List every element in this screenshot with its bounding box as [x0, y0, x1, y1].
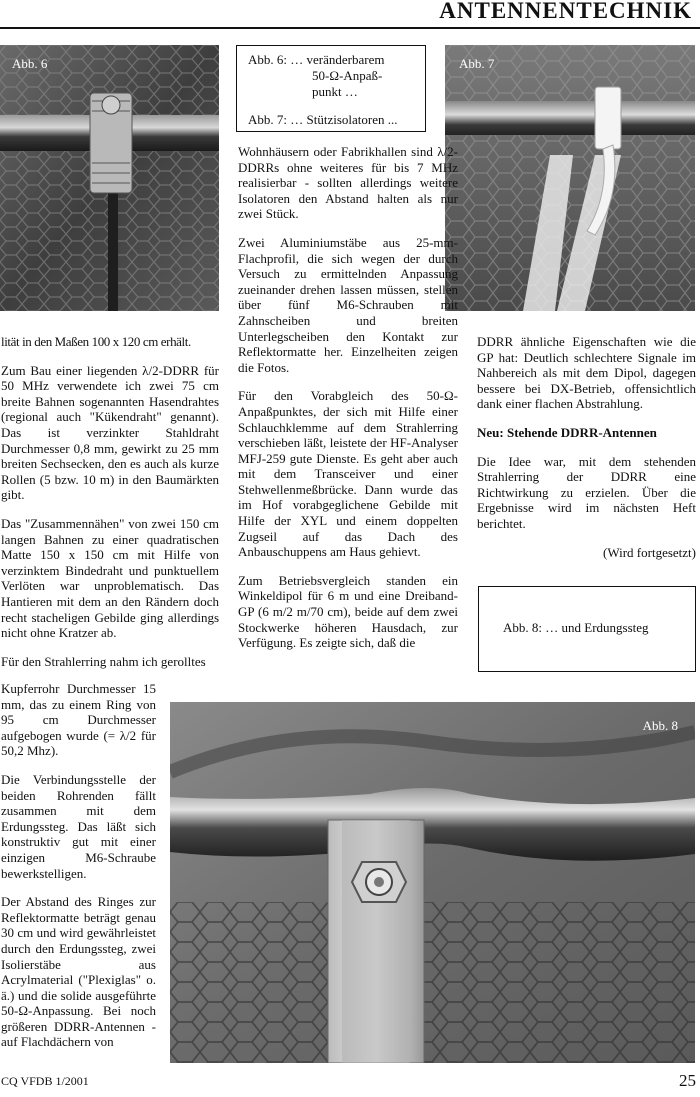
- right-heading-text: Neu: Stehende DDRR-Antennen: [477, 424, 657, 440]
- middle-paragraph-2: Zwei Aluminiumstäbe aus 25-mm-Flachprofil, die sich wegen der durch Versuch zu ermittelnden Anpassung zueinander drehen lassen müssen, stellen über fünf M6-Schrauben mit Zahnscheiben und breiten Unterlegscheiben den Kontakt zur Reflektormatte her. Einzelheiten zeigen die Fotos.: [238, 234, 458, 375]
- left-column-text: [1, 334, 219, 669]
- figure-6-label: Abb. 6: [12, 56, 48, 71]
- footer-journal: CQ VFDB 1/2001: [1, 1074, 89, 1088]
- figure-7-label: Abb. 7: [459, 56, 495, 71]
- left-paragraph-0: lität in den Maßen 100 x 120 cm erhält.: [1, 334, 191, 349]
- middle-paragraph-1: Wohnhäusern oder Fabrikhallen sind λ/2-DDRRs ohne weiteres für bis 7 MHz realisierbar - sollten allerdings weitere Isolatoren den Abstand halten als nur zwei Stück.: [238, 144, 458, 222]
- cable-tie-insulator-image: [445, 45, 695, 311]
- hose-clamp-image: [0, 45, 219, 311]
- figure-7-photo: [445, 45, 695, 311]
- right-continued-note: (Wird fortgesetzt): [603, 544, 696, 560]
- caption-fig8: Abb. 8: … und Erdungssteg: [503, 620, 649, 635]
- footer-page-number: 25: [679, 1071, 696, 1090]
- middle-paragraph-4: Zum Betriebsvergleich standen ein Winkeldipol für 6 m und eine Dreiband-GP (6 m/2 m/70 cm), beide auf dem zwei Stockwerke höheren Hausdach, zur Verfügung. Es zeigte sich, daß die: [238, 572, 458, 651]
- left-paragraph-5: Der Abstand des Ringes zur Reflektormatte beträgt genau 30 cm und wird gewährleistet durch den Erdungssteg, zwei Isolierstäbe aus Acrylmaterial ("Plexiglas" o. ä.) und die solide ausgeführte 50-Ω-Anpassung. Bei noch größeren DDRR-Antennen - auf Flachdächern von: [1, 894, 156, 1050]
- caption-box-fig6-fig7: [236, 45, 426, 132]
- middle-column-text: [238, 144, 458, 664]
- grounding-strap-image: [170, 702, 695, 1063]
- left-paragraph-3a: Für den Strahlerring nahm ich gerolltes: [1, 653, 206, 669]
- right-heading: [477, 425, 696, 441]
- right-paragraph-2: Die Idee war, mit dem stehenden Strahlerring der DDRR eine Richtwirkung zu erzielen. Über die Ergebnisse wird im nächsten Heft berichtet.: [477, 453, 696, 531]
- left-paragraph-3b: Kupferrohr Durchmesser 15 mm, das zu einem Ring von 95 cm Durchmesser aufgebogen wurde (= λ/2 für 50,2 Mhz).: [1, 681, 156, 759]
- header-rule: [0, 27, 700, 29]
- left-paragraph-2: Das "Zusammennähen" von zwei 150 cm langen Bahnen zu einer quadratischen Matte 150 x 150 cm mit Hilfe von verzinktem Bindedraht und punktuellem Verlöten war unproblematisch. Das Hantieren mit dem an den Rändern doch recht stacheligen Gebilde ging allerdings nicht ohne Kratzer ab.: [1, 515, 219, 641]
- right-column-text: [477, 334, 696, 573]
- caption-fig6-line1: Abb. 6: … veränderbarem: [248, 52, 385, 67]
- caption-fig7: Abb. 7: … Stützisolatoren ...: [248, 112, 398, 127]
- left-paragraph-4: Die Verbindungsstelle der beiden Rohrenden fällt zusammen mit dem Erdungssteg. Das läßt sich konstruktiv gut mit einer einzigen M6-Schraube bewerkstelligen.: [1, 771, 156, 881]
- middle-paragraph-3: Für den Vorabgleich des 50-Ω-Anpaßpunktes, der sich mit Hilfe einer Schlauchklemme auf dem Strahlerring verschieben läßt, leistete der HF-Analyser MFJ-259 gute Dienste. Es geht aber auch mit dem Transceiver und einer Stehwellenmeßbrücke. Dann wurde das im Hof vorabgeglichene Gebilde mit Hilfe der XYL und einem doppelten Zugseil auf das Dach des Anbauschuppens am Haus gehievt.: [238, 388, 458, 560]
- caption-box-fig8: [478, 586, 696, 672]
- right-paragraph-1: DDRR ähnliche Eigenschaften wie die GP hat: Deutlich schlechtere Signale im Nahbereich als mit dem Dipol, dagegen bessere bei DX-Betrieb, offensichtlich dank einer flachen Abstrahlung.: [477, 334, 696, 412]
- left-column-text-narrow: [1, 681, 156, 1063]
- section-title: ANTENNENTECHNIK: [439, 0, 692, 23]
- figure-6-photo: [0, 45, 219, 311]
- figure-8-photo: [170, 702, 695, 1063]
- figure-8-label: Abb. 8: [642, 718, 678, 733]
- caption-fig6-line3: punkt …: [312, 84, 358, 99]
- left-paragraph-1: Zum Bau einer liegenden λ/2-DDRR für 50 MHz verwendete ich zwei 75 cm breite Bahnen sogenannten Hasendrahtes (regional auch "Kükendraht" genannt). Das ist verzinkter Stahldraht Durchmesser 0,8 mm, gewirkt zu 25 mm breiten Sechsecken, den es auch als kurze Rollen (5 bzw. 10 m) in den Baumärkten gibt.: [1, 362, 219, 503]
- caption-fig6-line2: 50-Ω-Anpaß-: [312, 68, 383, 83]
